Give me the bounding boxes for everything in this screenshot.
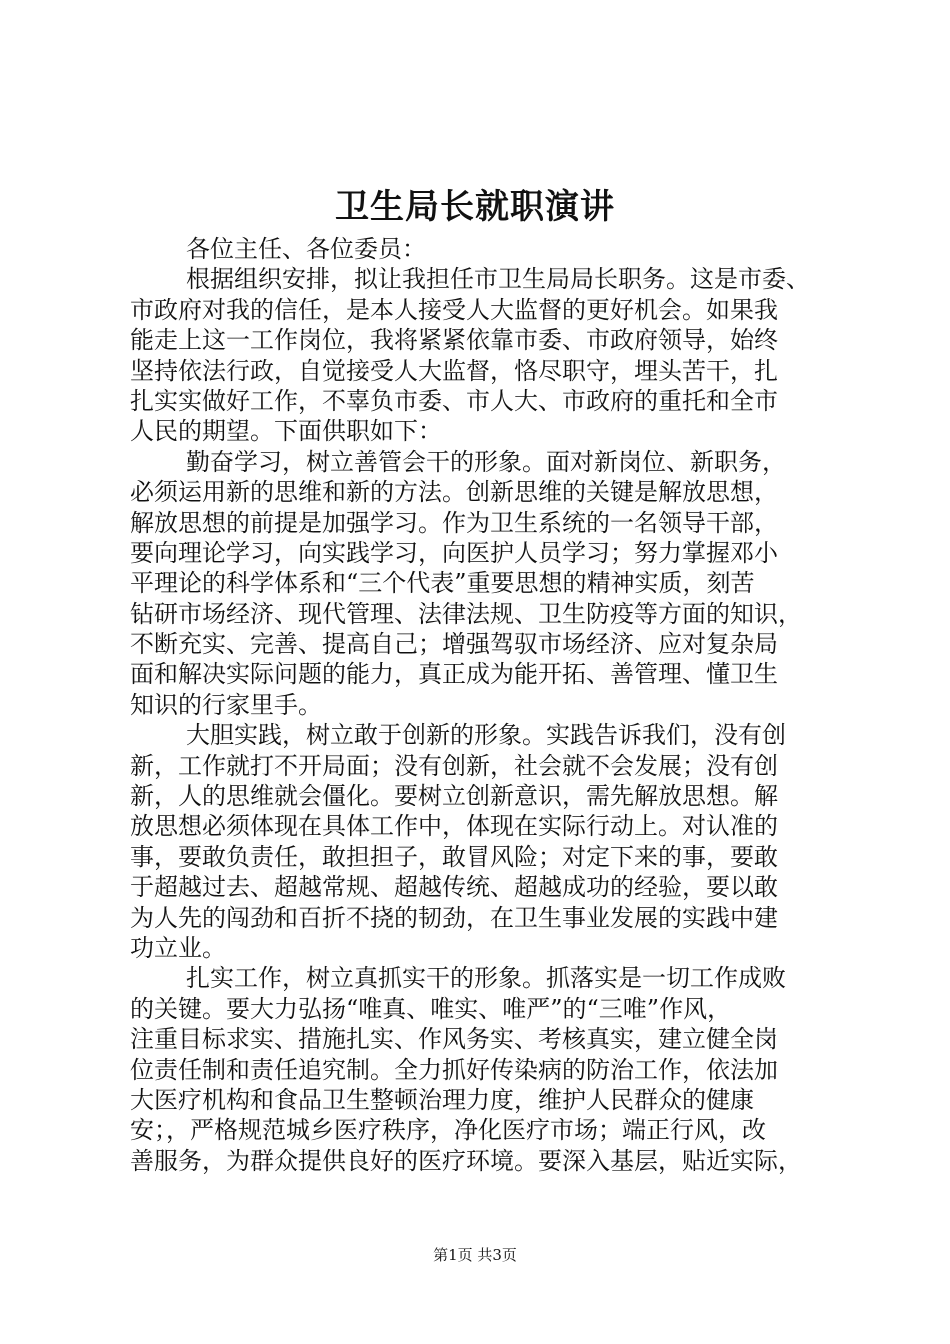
page-number-footer: 第1页 共3页 (433, 1246, 517, 1264)
paragraph-line: 安；，严格规范城乡医疗秩序，净化医疗市场；端正行风，改 (130, 1116, 766, 1145)
paragraph-line: 为人先的闯劲和百折不挠的韧劲，在卫生事业发展的实践中建 (130, 903, 778, 932)
paragraph-line: 新，工作就打不开局面；没有创新，社会就不会发展；没有创 (130, 751, 778, 780)
paragraph-line: 平理论的科学体系和“三个代表”重要思想的精神实质，刻苦 (130, 569, 755, 598)
paragraph-line: 的关键。要大力弘扬“唯真、唯实、唯严”的“三唯”作风， (130, 994, 732, 1023)
document-body (130, 234, 830, 1176)
paragraph-line: 位责任制和责任追究制。全力抓好传染病的防治工作，依法加 (130, 1055, 778, 1084)
paragraph-line: 坚持依法行政，自觉接受人大监督，恪尽职守，埋头苦干，扎 (130, 356, 778, 385)
paragraph-line: 必须运用新的思维和新的方法。创新思维的关键是解放思想， (130, 478, 778, 507)
paragraph-line: 扎实工作，树立真抓实干的形象。抓落实是一切工作成败 (186, 964, 786, 993)
paragraph-line: 人民的期望。下面供职如下： (130, 417, 442, 446)
document-title: 卫生局长就职演讲 (335, 187, 615, 227)
paragraph-line: 能走上这一工作岗位，我将紧紧依靠市委、市政府领导，始终 (130, 326, 778, 355)
paragraph-line: 钻研市场经济、现代管理、法律法规、卫生防疫等方面的知识， (130, 599, 802, 628)
paragraph-line: 不断充实、完善、提高自己；增强驾驭市场经济、应对复杂局 (130, 630, 778, 659)
paragraph-line: 市政府对我的信任，是本人接受人大监督的更好机会。如果我 (130, 295, 778, 324)
paragraph-line: 解放思想的前提是加强学习。作为卫生系统的一名领导干部， (130, 508, 778, 537)
paragraph-line: 事，要敢负责任，敢担担子，敢冒风险；对定下来的事，要敢 (130, 842, 778, 871)
paragraph-line: 面和解决实际问题的能力，真正成为能开拓、善管理、懂卫生 (130, 660, 778, 689)
paragraph-line: 功立业。 (130, 933, 226, 962)
paragraph-line: 勤奋学习，树立善管会干的形象。面对新岗位、新职务， (186, 447, 786, 476)
paragraph-line: 放思想必须体现在具体工作中，体现在实际行动上。对认准的 (130, 812, 778, 841)
paragraph-line: 大医疗机构和食品卫生整顿治理力度，维护人民群众的健康 (130, 1085, 754, 1114)
paragraph-line: 于超越过去、超越常规、超越传统、超越成功的经验，要以敢 (130, 873, 778, 902)
paragraph-line: 新，人的思维就会僵化。要树立创新意识，需先解放思想。解 (130, 782, 778, 811)
paragraph-line: 善服务，为群众提供良好的医疗环境。要深入基层，贴近实际， (130, 1146, 802, 1175)
paragraph-line: 大胆实践，树立敢于创新的形象。实践告诉我们，没有创 (186, 721, 786, 750)
salutation-line: 各位主任、各位委员： (186, 235, 426, 263)
paragraph-line: 根据组织安排，拟让我担任市卫生局局长职务。这是市委、 (186, 265, 810, 294)
paragraph-line: 知识的行家里手。 (130, 690, 322, 719)
paragraph-line: 要向理论学习，向实践学习，向医护人员学习；努力掌握邓小 (130, 538, 778, 567)
paragraph-line: 注重目标求实、措施扎实、作风务实、考核真实，建立健全岗 (130, 1025, 778, 1054)
paragraph-line: 扎实实做好工作，不辜负市委、市人大、市政府的重托和全市 (130, 386, 778, 415)
